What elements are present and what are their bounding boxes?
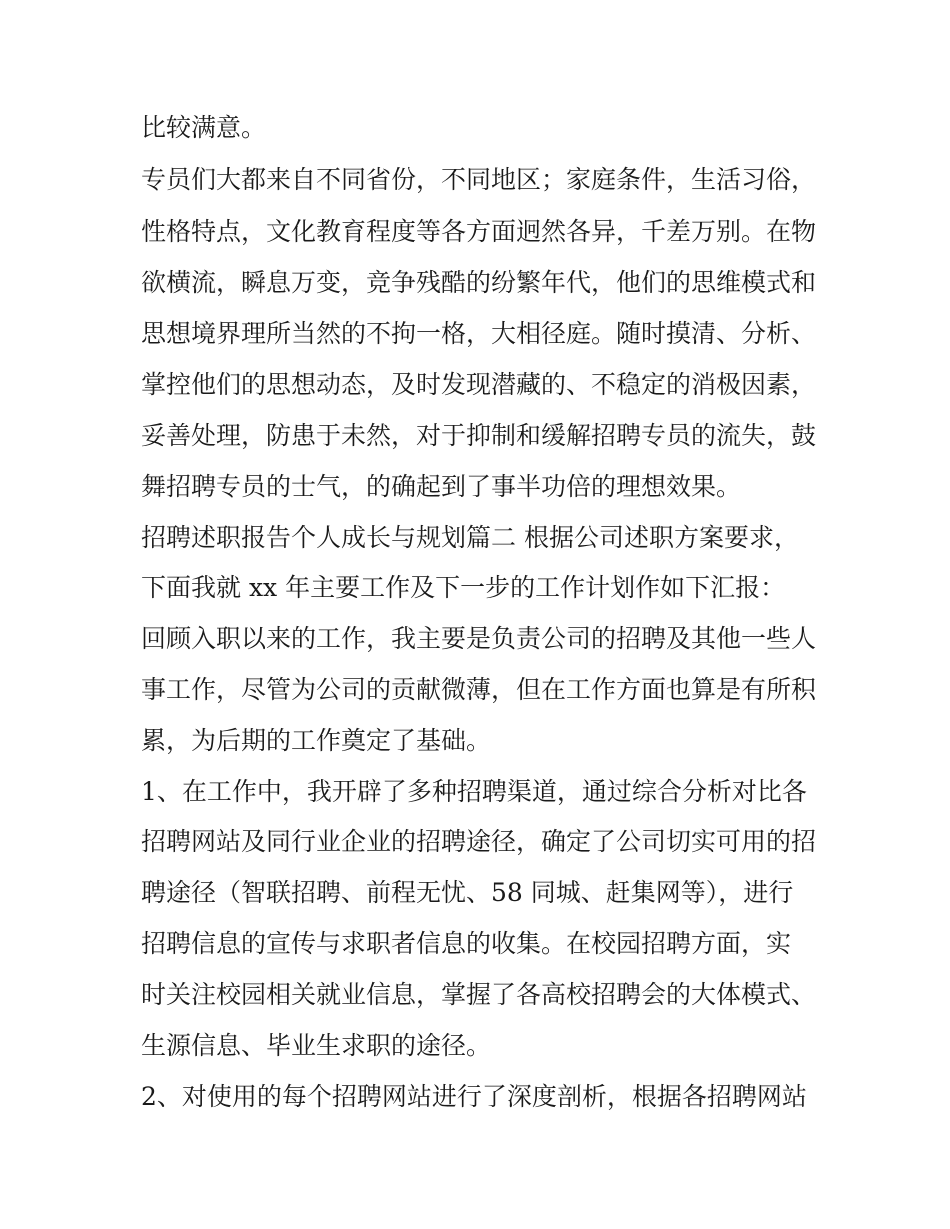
text-line: 掌控他们的思想动态，及时发现潜藏的、不稳定的消极因素，	[141, 370, 817, 399]
text-line: 舞招聘专员的士气，的确起到了事半功倍的理想效果。	[141, 472, 742, 501]
text-line: 1、在工作中，我开辟了多种招聘渠道，通过综合分析对比各	[141, 777, 807, 806]
text-line: 时关注校园相关就业信息，掌握了各高校招聘会的大体模式、	[141, 980, 817, 1009]
text-line: 生源信息、毕业生求职的途径。	[141, 1031, 492, 1060]
text-line: 招聘网站及同行业企业的招聘途径，确定了公司切实可用的招	[141, 827, 817, 856]
text-line: 欲横流，瞬息万变，竞争残酷的纷繁年代，他们的思维模式和	[141, 268, 817, 297]
text-line: 思想境界理所当然的不拘一格，大相径庭。随时摸清、分析、	[141, 319, 817, 348]
text-line: 回顾入职以来的工作，我主要是负责公司的招聘及其他一些人	[141, 624, 817, 653]
text-line: 聘途径（智联招聘、前程无忧、58 同城、赶集网等），进行	[141, 878, 794, 907]
text-line: 招聘述职报告个人成长与规划篇二 根据公司述职方案要求，	[141, 523, 799, 552]
text-line: 性格特点，文化教育程度等各方面迥然各异，千差万别。在物	[141, 217, 817, 246]
text-line: 事工作，尽管为公司的贡献微薄，但在工作方面也算是有所积	[141, 675, 817, 704]
text-line: 专员们大都来自不同省份，不同地区；家庭条件，生活习俗，	[141, 165, 817, 194]
text-line: 招聘信息的宣传与求职者信息的收集。在校园招聘方面，实	[141, 929, 792, 958]
text-line: 累，为后期的工作奠定了基础。	[141, 726, 492, 755]
text-line: 妥善处理，防患于未然，对于抑制和缓解招聘专员的流失，鼓	[141, 421, 817, 450]
text-line: 比较满意。	[141, 113, 267, 142]
text-line: 2、对使用的每个招聘网站进行了深度剖析，根据各招聘网站	[141, 1082, 807, 1111]
text-line: 下面我就 xx 年主要工作及下一步的工作计划作如下汇报：	[141, 573, 786, 602]
